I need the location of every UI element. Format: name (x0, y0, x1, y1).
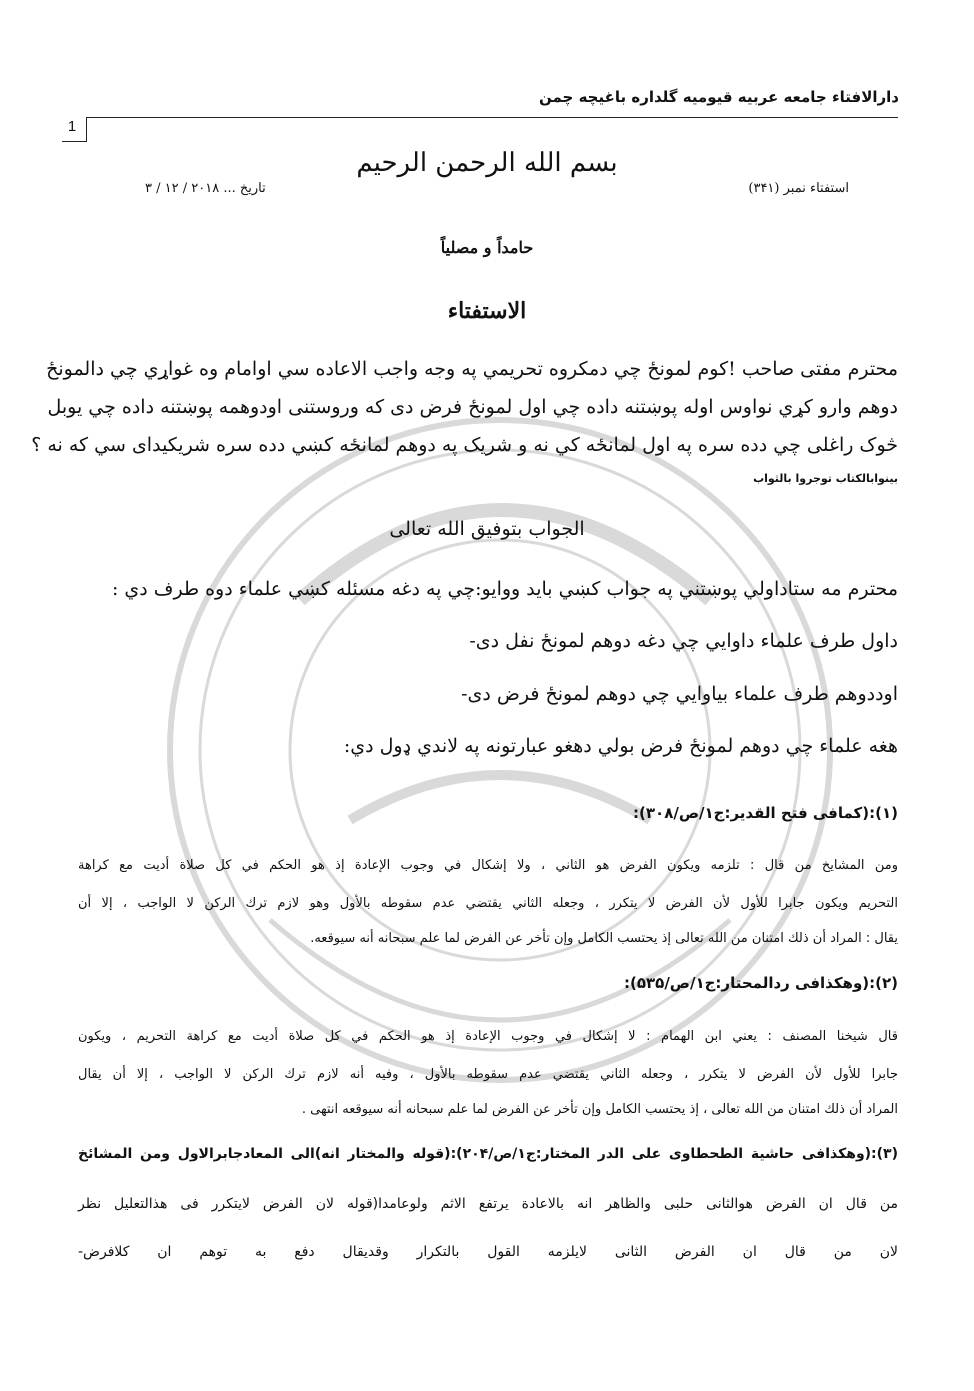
reference-text-line: التحريم ويكون جابرا للأول لأن الفرض لا يتكرر ، وجعله الثاني يقتضي عدم سقوطه بالأول وهو لازم ترك الركن لا الواجب ، إلا أن (78, 896, 898, 911)
answer-heading: الجواب بتوفیق الله تعالی (389, 518, 585, 540)
reference-text-line: قال شيخنا المصنف : يعني ابن الهمام : لا إشكال في وجوب الإعادة إذ هو الحكم في كل صلاة أديت مع كراهة التحريم ، ويكون (78, 1029, 898, 1044)
reference-heading-3: (۳):(وهکذافی حاشیة الطحطاوی علی الدر المختار:ج۱/ص/۲۰۴):(قوله والمختار انه)الی المعادجابرالاول ومن المشائخ (78, 1146, 898, 1162)
reference-text-line: جابرا للأول لأن الفرض لا يتكرر ، وجعله الثاني يقتضي عدم سقوطه بالأول ، وفيه أنه لازم ترك الركن لا الواجب ، إلا أن يقال (78, 1067, 898, 1082)
salutation: حامداً و مصلیاً (440, 238, 534, 257)
istifta-number: استفتاء نمبر (۳۴۱) (748, 181, 849, 196)
document-title: الاستفتاء (447, 298, 527, 324)
reference-text-line: من قال ان الفرض هوالثانی حلبی والظاهر انه بالاعادة یرتفع الاثم ولوعامدا(قوله لان الفرض لایتکرر فی هذالتعلیل نظر (78, 1196, 898, 1212)
istifta-date: تاریخ ... ۲۰۱۸ / ۱۲ / ۳ (145, 181, 266, 196)
question-line: محترم مفتی صاحب !کوم لمونځ چي دمکروه تحریمي په وجه واجب الاعاده سي اوامام وه غواړي چي دالمونځ (46, 358, 898, 380)
reference-heading-2: (۲):(وهکذافی ردالمحتار:ج۱/ص/۵۳۵): (624, 974, 898, 992)
answer-point-1: داول طرف علماء داوايي چي دغه دوهم لمونځ نفل دی- (469, 630, 898, 652)
reference-text-line: ومن المشايخ من قال : تلزمه ويكون الفرض هو الثاني ، ولا إشكال في وجوب الإعادة إذ هو الحكم في كل صلاة أديت مع كراهة (78, 858, 898, 873)
question-line: دوهم وارو کړي نواوس اوله پوښتنه داده چي اول لمونځ فرض دی که وروستنی اودوهمه پوښتنه داده چي یوبل (47, 396, 898, 418)
question-closing: بینوابالکتاب توجروا بالثواب (753, 472, 898, 485)
reference-heading-1: (۱):(کمافی فتح القدیر:ج۱/ص/۳۰۸): (633, 804, 898, 822)
answer-intro: محترم مه ستاداولي پوښتني په جواب کښي باید ووایو:چي په دغه مسئله کښي علماء دوه طرف دي : (111, 578, 898, 600)
reference-text-line: يقال : المراد أن ذلك امتنان من الله تعالى إذ يحتسب الكامل وإن تأخر عن الفرض لما علم سبحانه أنه سيوقعه. (310, 931, 898, 946)
header-rule (86, 117, 898, 118)
page-number: 1 (67, 118, 77, 135)
reference-text-line: لان من قال ان الفرض الثانی لایلزمه القول بالتکرار وقدیقال دفع به توهم ان کلافرض- (78, 1244, 898, 1260)
answer-point-3: هغه علماء چي دوهم لمونځ فرض بولي دهغو عبارتونه په لاندي ډول دي: (343, 735, 898, 757)
answer-point-2: اوددوهم طرف علماء بياوايي چي دوهم لمونځ فرض دی- (461, 683, 898, 705)
reference-text-line: المراد أن ذلك امتنان من الله تعالى ، إذ يحتسب الكامل وإن تأخر عن الفرض لما علم سبحانه أنه سيوقعه انتهى . (301, 1102, 898, 1117)
question-line: څوک راغلی چي دده سره په اول لمانځه کي نه و شریک په دوهم لمانځه کښي دده سره شریکیدای سي که نه ؟ (31, 434, 898, 456)
institution-header: دارالافتاء جامعه عربیه قیومیه گلداره باغیچه چمن (539, 88, 899, 106)
bismillah: بسم الله الرحمن الرحیم (356, 148, 618, 178)
